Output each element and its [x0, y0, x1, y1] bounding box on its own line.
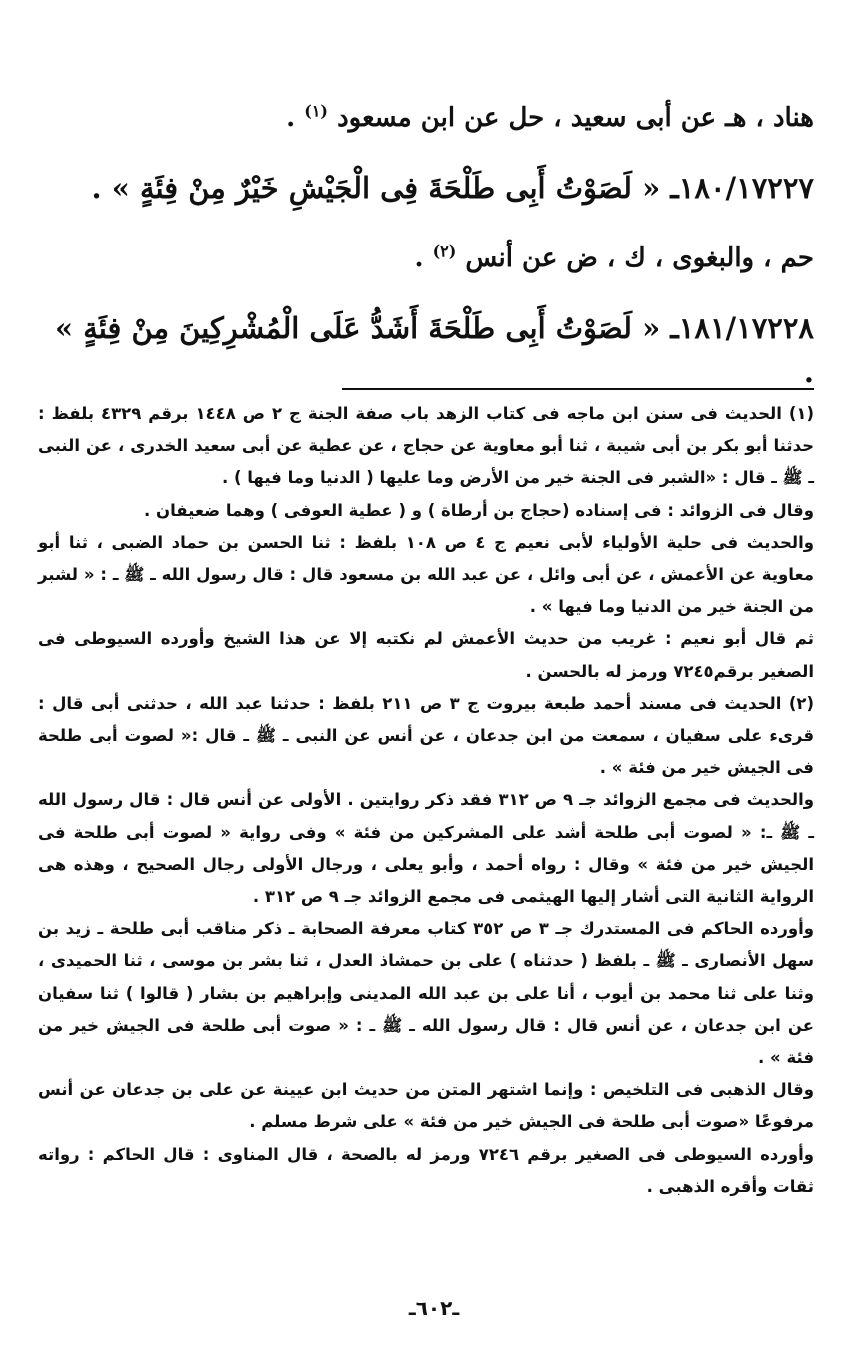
- footnote-ref-2: (٢): [432, 241, 457, 261]
- footnotes: [38, 398, 814, 1203]
- footnote-paragraph: (٢) الحديث فى مسند أحمد طبعة بيروت ج ٣ ص ٢١١ بلفظ : حدثنا عبد الله ، حدثنى أبى قال : قرىء على سفيان ، سمعت من ابن جدعان ، عن أنس عن النبى ـ ﷺ ـ قال :« لصوت أبى طلحة فى الجيش خير من فئة » .: [38, 693, 814, 778]
- footnote-paragraph: ثم قال أبو نعيم : غريب من حديث الأعمش لم نكتبه إلا عن هذا الشيخ وأورده السيوطى فى الصغير برقم٧٢٤٥ ورمز له بالحسن .: [38, 629, 814, 681]
- main-text: [44, 98, 814, 422]
- hadith-180: ١٨٠/١٧٢٢٧ـ « لَصَوْتُ أَبِى طَلْحَةَ فِى الْجَيْشِ خَيْرٌ مِنْ فِئَةٍ » .: [91, 171, 814, 205]
- footnote-ref-1: (١): [304, 101, 328, 121]
- footnote-divider: [342, 388, 814, 390]
- footnote-paragraph: وأورده السيوطى فى الصغير برقم ٧٢٤٦ ورمز له بالصحة ، قال المناوى : قال الحاكم : رواته ثقات وأقره الذهبى .: [38, 1144, 814, 1196]
- page-number: ـ٦٠٢ـ: [408, 1296, 460, 1320]
- footnote-paragraph: والحديث فى مجمع الزوائد جـ ٩ ص ٣١٢ فقد ذكر روايتين . الأولى عن أنس قال : قال رسول الله ـ ﷺ ـ: « لصوت أبى طلحة أشد على المشركين من فئة » وفى رواية « لصوت أبى طلحة فى الجيش خير من فئة » وقال : رواه أحمد ، وأبو يعلى ، ورجال الأولى رجال الصحيح ، وهذه هى الرواية الثانية التى أشار إليها الهيثمى فى مجمع الزوائد جـ ٩ ص ٣١٢ .: [38, 790, 815, 907]
- footnote-paragraph: وقال فى الزوائد : فى إسناده (حجاج بن أرطاة ) و ( عطية العوفى ) وهما ضعيفان .: [143, 500, 814, 520]
- source-line-2: حم ، والبغوى ، ك ، ض عن أنس $^{(٢)}$ .: [414, 241, 814, 273]
- footnote-paragraph: والحديث فى حلية الأولياء لأبى نعيم ج ٤ ص ١٠٨ بلفظ : ثنا الحسن بن حماد الضبى ، ثنا أبو معاوية عن الأعمش ، عن أبى وائل ، عن عبد الله بن مسعود قال : قال رسول الله ـ ﷺ ـ : « لشبر من الجنة خير من الدنيا وما فيها » .: [38, 532, 814, 617]
- footnote-paragraph: وقال الذهبى فى التلخيص : وإنما اشتهر المتن من حديث ابن عيينة عن على بن جدعان عن أنس مرفوعًا «صوت أبى طلحة فى الجيش خير من فئة » على شرط مسلم .: [38, 1080, 814, 1132]
- hadith-181: ١٨١/١٧٢٢٨ـ « لَصَوْتُ أَبِى طَلْحَةَ أَشَدُّ عَلَى الْمُشْرِكِينَ مِنْ فِئَةٍ » .: [54, 311, 814, 389]
- footnote-paragraph: وأورده الحاكم فى المستدرك جـ ٣ ص ٣٥٢ كتاب معرفة الصحابة ـ ذكر مناقب أبى طلحة ـ زيد بن سهل الأنصارى ـ ﷺ ـ بلفظ ( حدثناه ) على بن حمشاذ العدل ، ثنا بشر بن موسى ، ثنا الحميدى ، وثنا على ثنا محمد بن أيوب ، أنا على بن عبد الله المدينى وإبراهيم بن بشار ( قالوا ) ثنا سفيان عن ابن جدعان ، عن أنس قال : قال رسول الله ـ ﷺ ـ : « صوت أبى طلحة فى الجيش خير من فئة » .: [38, 919, 814, 1068]
- footnote-paragraph: (١) الحديث فى سنن ابن ماجه فى كتاب الزهد باب صفة الجنة ج ٢ ص ١٤٤٨ برقم ٤٣٢٩ بلفظ : حدثنا أبو بكر بن أبى شيبة ، ثنا أبو معاوية عن حجاج ، عن عطية عن أبى سعيد الخدرى ، عن النبى ـ ﷺ ـ قال : «الشبر فى الجنة خير من الأرض وما عليها ( الدنيا وما فيها ) .: [38, 404, 814, 488]
- source-line-1: هناد ، هـ عن أبى سعيد ، حل عن ابن مسعود $^{(١)}$ .: [286, 101, 814, 133]
